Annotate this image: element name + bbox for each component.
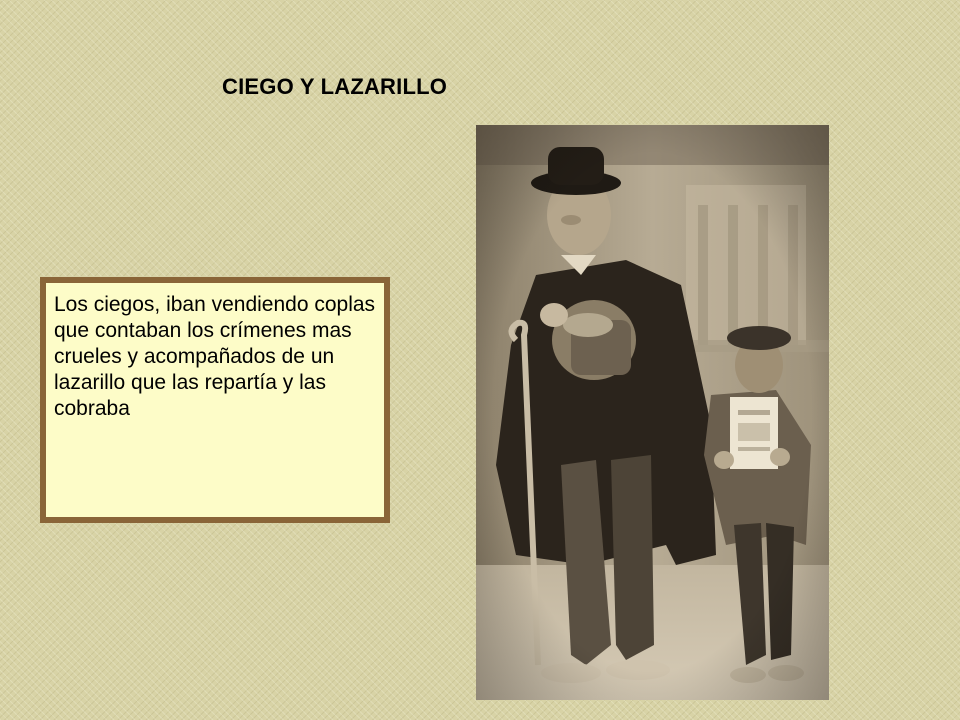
- description-text: Los ciegos, iban vendiendo coplas que contaban los crímenes mas crueles y acompañados de un lazarillo que las repartía y las cobraba: [54, 293, 376, 420]
- slide-title: CIEGO Y LAZARILLO: [222, 74, 448, 99]
- description-box: [40, 277, 390, 523]
- sepia-photograph: [476, 125, 829, 700]
